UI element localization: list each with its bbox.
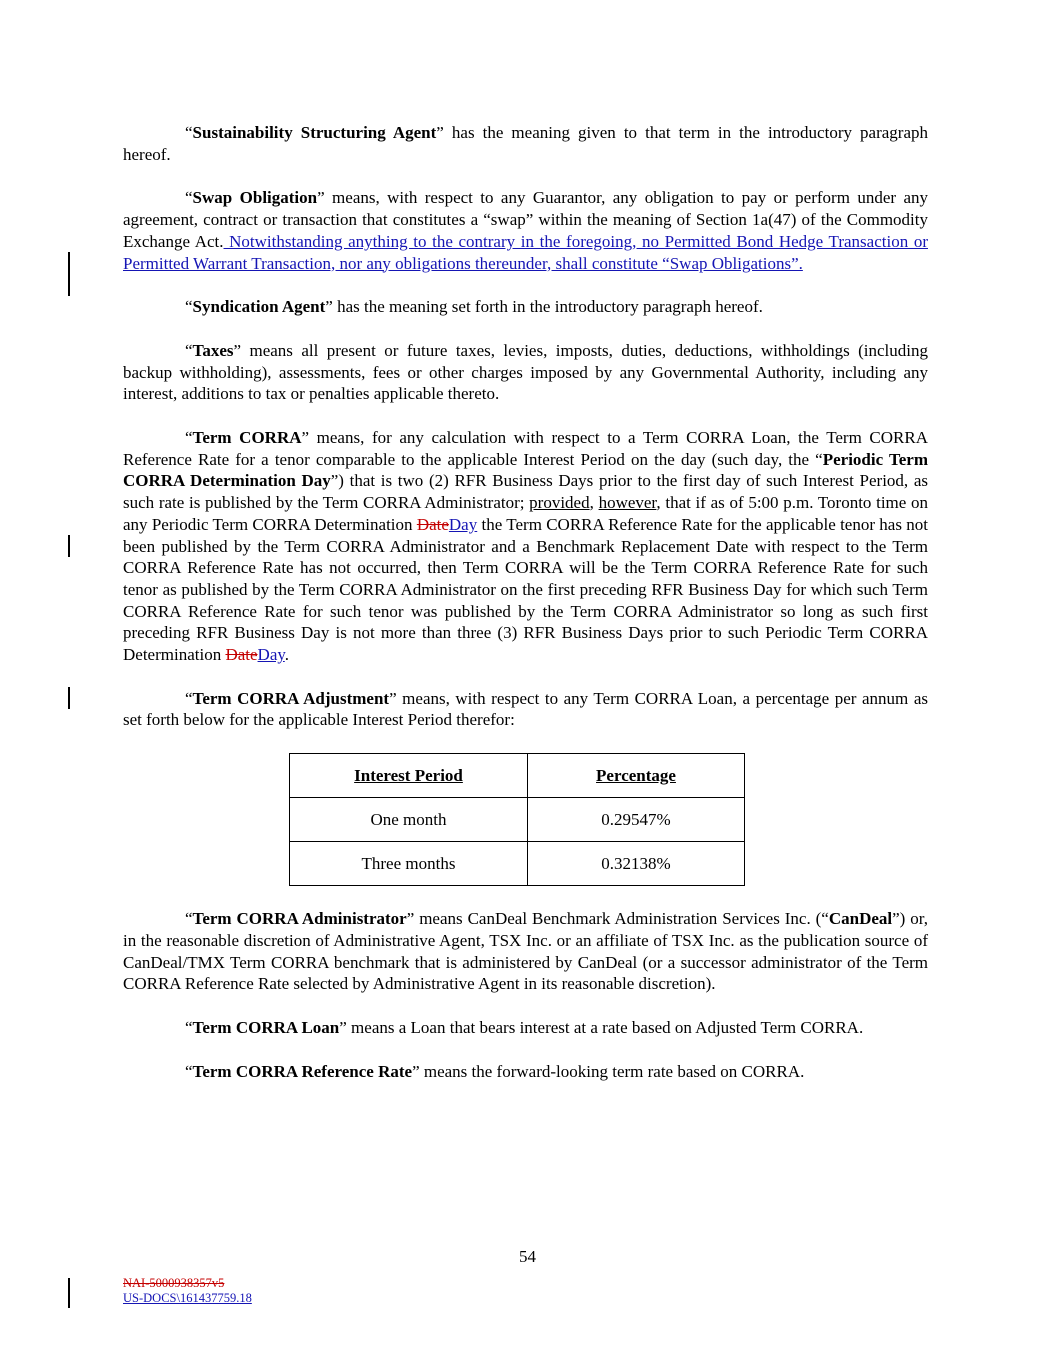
text-run: “: [185, 1017, 193, 1037]
table-row: [290, 798, 745, 842]
paragraph-swap-obligation: [123, 187, 928, 274]
deleted-text: NAI-5000938357v5: [123, 1276, 225, 1290]
defined-term: Swap Obligation: [192, 188, 318, 208]
text-run: ” means a Loan that bears interest at a rate based on Adjusted Term CORRA.: [339, 1017, 864, 1037]
text-run: ” has the meaning set forth in the introductory paragraph hereof.: [325, 297, 763, 317]
text-run: ” means, with respect to any Guarantor, any obligation to pay or perform under any agreement, contract or transaction that constitutes a “swap” within the meaning of Section 1a(47) of the Commodity Exchange Act.: [123, 188, 928, 251]
paragraph-term-corra-administrator: [123, 908, 928, 995]
revision-change-bar-term-corra-1: [68, 535, 70, 557]
inserted-text: US-DOCS\161437759.18: [123, 1291, 252, 1305]
paragraph-term-corra: [123, 427, 928, 666]
text-run: ” means all present or future taxes, levies, imposts, duties, deductions, withholdings (including backup withholding), assessments, fees or other charges imposed by any Governmental Authority, including any interest, additions to tax or penalties applicable thereto.: [123, 340, 928, 404]
text-run: however: [598, 493, 657, 513]
deleted-text: Date: [416, 514, 449, 534]
page-content: [123, 122, 928, 1104]
text-run: “: [185, 909, 193, 929]
table-header-percentage: Percentage: [528, 754, 745, 798]
text-run: “: [185, 428, 193, 448]
text-run: the Term CORRA Reference Rate for the applicable tenor has not been published by the Term CORRA Administrator and a Benchmark Replacement Date with respect to the Term CORRA Reference Rate has not occurred, then Term CORRA will be the Term CORRA Reference Rate for such tenor as published by the Term CORRA Administrator on the first preceding RFR Business Day for which such Term CORRA Reference Rate for such tenor was published by the Term CORRA Administrator so long as such first preceding RFR Business Day is not more than three (3) RFR Business Days prior to such Periodic Term CORRA Determination: [123, 514, 928, 665]
text-run: “: [185, 297, 193, 317]
text-run: “: [185, 340, 193, 360]
text-run: ” means, with respect to any Term CORRA Loan, a percentage per annum as set forth below for the applicable Interest Period therefor:: [123, 688, 928, 730]
table-row: [290, 842, 745, 886]
defined-term: Taxes: [192, 340, 234, 360]
table-header-row: [290, 754, 745, 798]
defined-term: Term CORRA Reference Rate: [192, 1061, 413, 1081]
defined-term: Periodic Term CORRA Determination Day: [123, 449, 928, 491]
text-run: ” means the forward-looking term rate based on CORRA.: [412, 1061, 805, 1081]
text-run: , that if as of 5:00 p.m. Toronto time on any Periodic Term CORRA Determination: [123, 493, 929, 534]
term-corra-adjustment-table: [289, 753, 745, 886]
text-run: ” means, for any calculation with respect to a Term CORRA Loan, the Term CORRA Reference Rate for a tenor comparable to the applicable Interest Period on the day (such day, the “: [123, 428, 928, 469]
text-run: ” has the meaning given to that term in the introductory paragraph hereof.: [123, 123, 928, 164]
text-run: “: [185, 1061, 193, 1081]
doc-id-usdocs: [123, 1291, 252, 1306]
paragraph-term-corra-loan: [123, 1017, 928, 1039]
table-cell-percentage: 0.29547%: [528, 798, 745, 842]
paragraph-sustainability-structuring-agent: [123, 122, 928, 165]
document-id-footer: [123, 1276, 252, 1306]
text-run: “: [185, 688, 193, 708]
defined-term: CanDeal: [828, 909, 893, 929]
defined-term: Term CORRA Administrator: [192, 909, 407, 929]
inserted-text: Day: [448, 514, 478, 534]
revision-change-bar-footer: [68, 1278, 70, 1308]
text-run: .: [284, 645, 290, 665]
table-header-interest-period: Interest Period: [290, 754, 528, 798]
text-run: ” means CanDeal Benchmark Administration Services Inc. (“: [406, 909, 829, 929]
paragraph-term-corra-adjustment: [123, 688, 928, 731]
page-number: 54: [519, 1247, 536, 1266]
paragraph-term-corra-reference-rate: [123, 1061, 928, 1083]
table-cell-percentage: 0.32138%: [528, 842, 745, 886]
defined-term: Term CORRA Loan: [192, 1017, 340, 1037]
defined-term: Sustainability Structuring Agent: [192, 123, 437, 142]
defined-term: Term CORRA: [192, 428, 302, 448]
table-cell-interest-period: Three months: [290, 842, 528, 886]
revision-change-bar-term-corra-2: [68, 687, 70, 709]
revision-change-bar-swap-obligation: [68, 252, 70, 296]
defined-term: Term CORRA Adjustment: [192, 688, 390, 708]
text-run: ,: [589, 493, 599, 513]
text-run: provided: [529, 493, 590, 513]
text-run: ”) that is two (2) RFR Business Days prior to the first day of such Interest Period, as such rate is published by the Term CORRA Administrator;: [123, 471, 929, 513]
table-cell-interest-period: One month: [290, 798, 528, 842]
text-run: ”) or, in the reasonable discretion of Administrative Agent, TSX Inc. or an affiliate of TSX Inc. as the publication source of CanDeal/TMX Term CORRA benchmark that is administered by CanDeal (or a successor administrator of the Term CORRA Reference Rate selected by Administrative Agent in its reasonable discretion).: [123, 909, 928, 994]
doc-id-nai: [123, 1276, 252, 1291]
text-run: “: [185, 123, 193, 142]
inserted-text: Notwithstanding anything to the contrary in the foregoing, no Permitted Bond Hedge Transaction or Permitted Warrant Transaction, nor any obligations thereunder, shall constitute “Swap Obligations”.: [123, 231, 928, 273]
deleted-text: Date: [225, 645, 258, 665]
inserted-text: Day: [257, 645, 285, 665]
paragraph-syndication-agent: [123, 296, 928, 318]
paragraph-taxes: [123, 340, 928, 405]
text-run: “: [185, 188, 193, 208]
defined-term: Syndication Agent: [192, 297, 326, 317]
